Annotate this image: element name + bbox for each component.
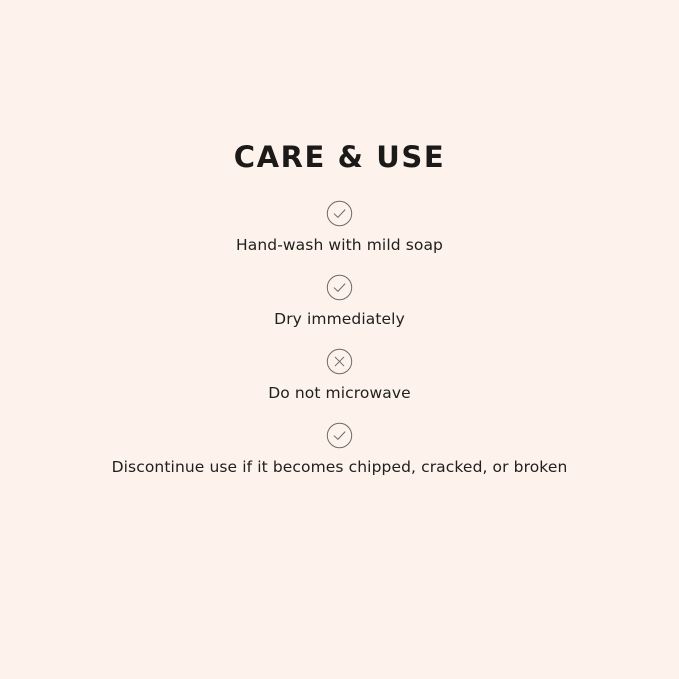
- page-title: CARE & USE: [233, 140, 446, 174]
- list-item-label: Dry immediately: [274, 310, 405, 328]
- list-item: [0, 200, 679, 254]
- check-circle-icon: [326, 422, 353, 449]
- care-instruction-list: [0, 200, 679, 496]
- list-item-label: Do not microwave: [268, 384, 411, 402]
- list-item-label: Discontinue use if it becomes chipped, cracked, or broken: [111, 458, 568, 476]
- check-circle-icon: [326, 200, 353, 227]
- x-circle-icon: [326, 348, 353, 375]
- list-item: [0, 348, 679, 402]
- list-item: [0, 274, 679, 328]
- list-item-label: Hand-wash with mild soap: [236, 236, 443, 254]
- check-circle-icon: [326, 274, 353, 301]
- list-item: [0, 422, 679, 476]
